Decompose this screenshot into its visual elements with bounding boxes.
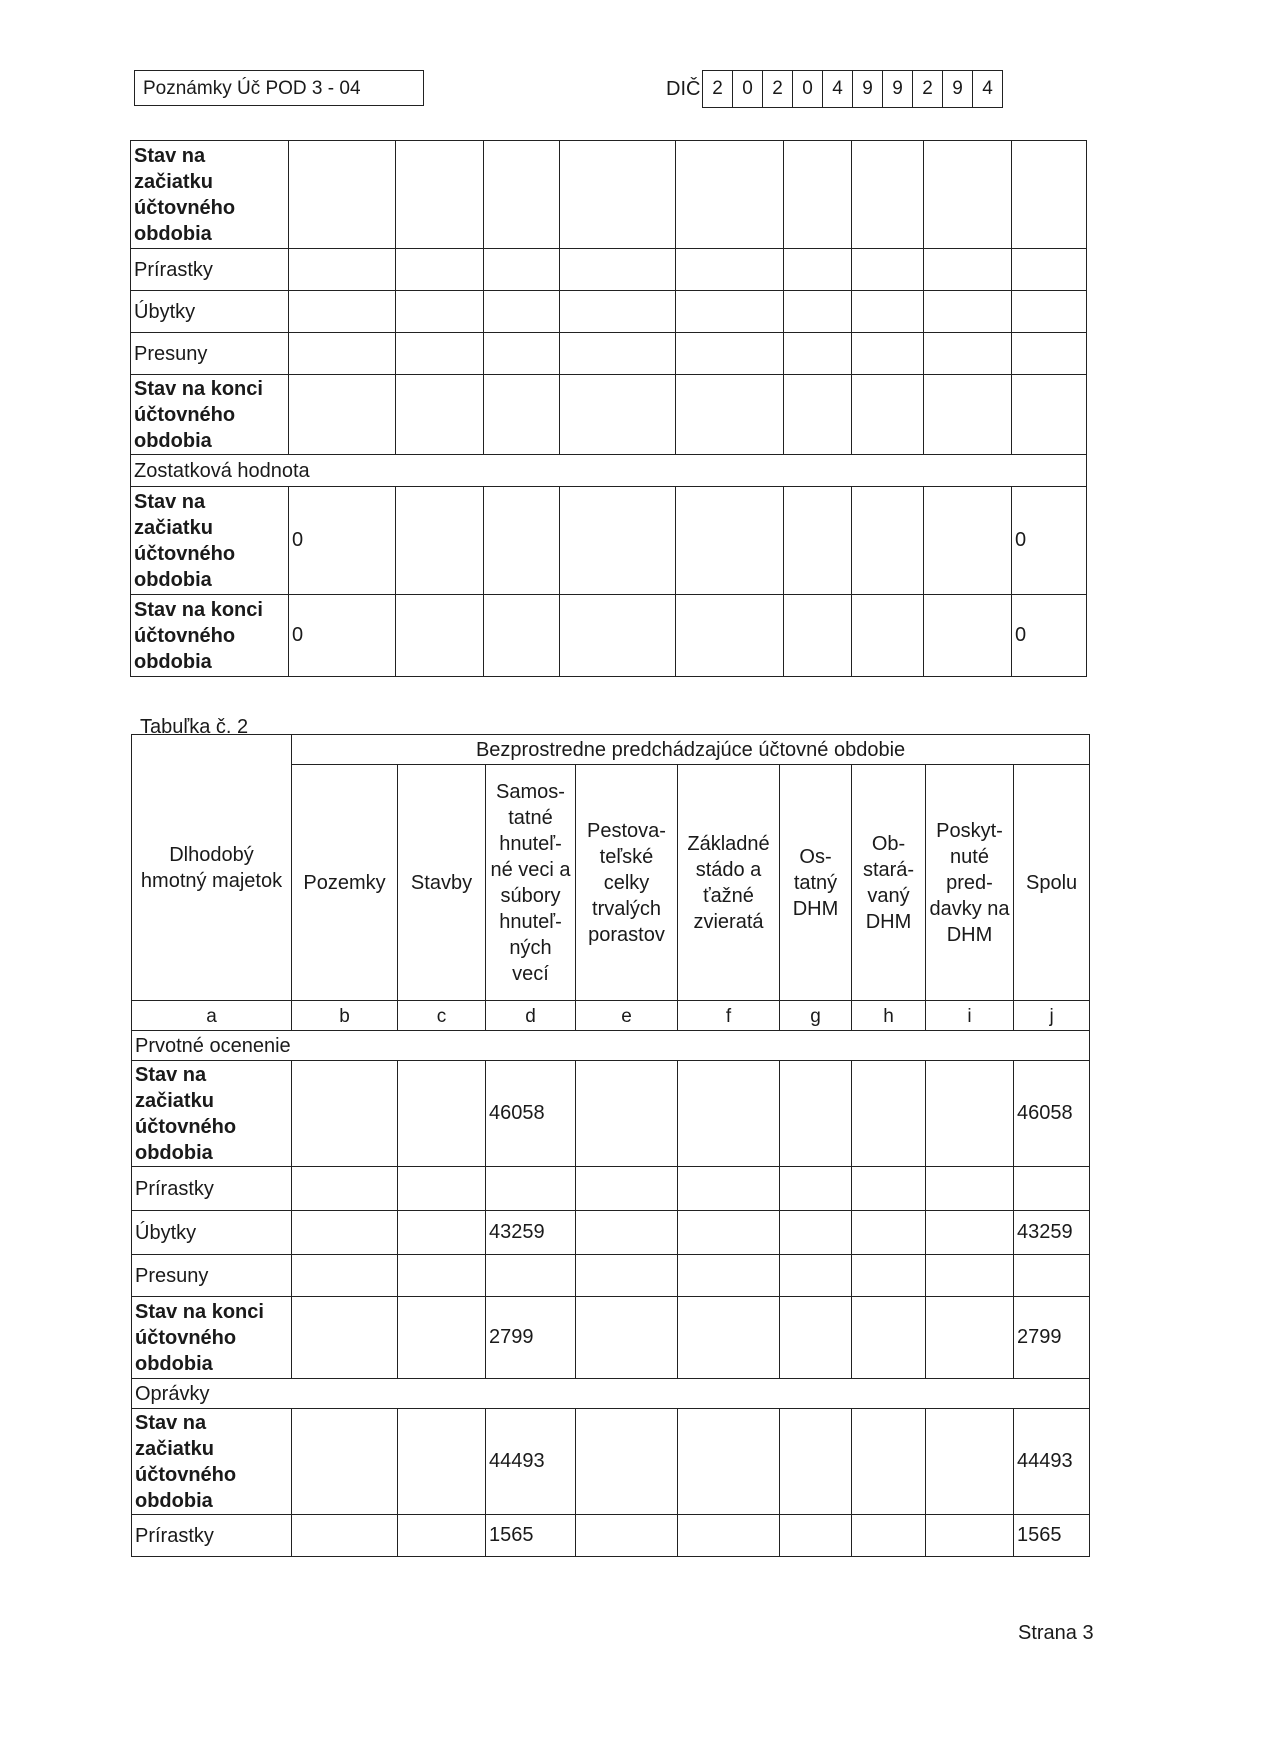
table-cell (678, 1255, 780, 1297)
table-cell: 1565 (1014, 1515, 1090, 1557)
table-cell (560, 375, 676, 455)
table-cell (784, 487, 852, 595)
table-cell (924, 333, 1012, 375)
table-row (132, 1255, 1090, 1297)
table-cell (484, 291, 560, 333)
table-row (131, 487, 1087, 595)
table-cell (484, 487, 560, 595)
table-cell (924, 595, 1012, 677)
table-2 (131, 734, 1090, 1557)
table-cell (292, 1167, 398, 1211)
row-label: Presuny (132, 1255, 292, 1297)
table-1 (130, 140, 1087, 677)
dic-digit: 2 (913, 71, 943, 107)
column-header (926, 765, 1014, 1001)
table-cell (852, 1409, 926, 1515)
table-cell (678, 1061, 780, 1167)
column-header-label: Stavby (410, 871, 473, 894)
section-row (132, 1379, 1090, 1409)
table-cell (926, 1409, 1014, 1515)
table-cell (576, 1255, 678, 1297)
table-cell (1012, 291, 1087, 333)
table-cell (576, 1167, 678, 1211)
table-cell (396, 141, 484, 249)
table-cell (678, 1409, 780, 1515)
column-letter: f (678, 1001, 780, 1031)
table-cell (852, 1515, 926, 1557)
table-cell (784, 375, 852, 455)
section-label: Oprávky (132, 1379, 1090, 1409)
column-header (1014, 765, 1090, 1001)
form-title: Poznámky Úč POD 3 - 04 (134, 70, 424, 106)
table-row (132, 1211, 1090, 1255)
column-header-label: Pozemky (303, 871, 386, 894)
dic-digit: 4 (823, 71, 853, 107)
table-cell (676, 333, 784, 375)
table-cell: 44493 (486, 1409, 576, 1515)
table-cell (289, 141, 396, 249)
table-cell (852, 333, 924, 375)
table-cell (780, 1515, 852, 1557)
table-cell (486, 1167, 576, 1211)
table-cell (396, 487, 484, 595)
table-cell: 0 (289, 595, 396, 677)
row-label: Stav na konci účtovného obdobia (132, 1297, 292, 1379)
table-cell (784, 291, 852, 333)
table-cell (484, 333, 560, 375)
table-cell (292, 1409, 398, 1515)
table-cell (289, 249, 396, 291)
table-row (132, 1409, 1090, 1515)
table-cell (484, 141, 560, 249)
table-cell (560, 333, 676, 375)
dic-number (702, 70, 1003, 108)
section-label: Zostatková hodnota (131, 455, 1087, 487)
column-letter: i (926, 1001, 1014, 1031)
table-cell (926, 1255, 1014, 1297)
row-label: Presuny (131, 333, 289, 375)
row-label: Prírastky (131, 249, 289, 291)
table-cell (292, 1061, 398, 1167)
table-cell (1014, 1167, 1090, 1211)
table-cell (924, 375, 1012, 455)
table-cell: 0 (289, 487, 396, 595)
table-cell (926, 1515, 1014, 1557)
table-2-body (132, 735, 1090, 1557)
table-cell (676, 291, 784, 333)
table-cell (784, 249, 852, 291)
table-cell (398, 1297, 486, 1379)
dic-digit: 0 (733, 71, 763, 107)
column-header (292, 765, 398, 1001)
table-cell (780, 1167, 852, 1211)
table-cell (924, 249, 1012, 291)
row-label: Úbytky (131, 291, 289, 333)
table-cell (560, 249, 676, 291)
table-cell (1014, 1255, 1090, 1297)
table-cell (396, 291, 484, 333)
group-header: Bezprostredne predchádzajúce účtovné obdobie (292, 735, 1090, 765)
table-cell (678, 1297, 780, 1379)
row-label: Stav na začiatku účtovného obdobia (132, 1061, 292, 1167)
section-row (131, 455, 1087, 487)
dic-digit: 0 (793, 71, 823, 107)
column-header (132, 735, 292, 1001)
table-cell (560, 141, 676, 249)
table-cell (289, 291, 396, 333)
column-letter: j (1014, 1001, 1090, 1031)
row-label: Stav na začiatku účtovného obdobia (131, 487, 289, 595)
table-cell (396, 249, 484, 291)
table-cell (676, 249, 784, 291)
letter-row (132, 1001, 1090, 1031)
table-cell: 46058 (1014, 1061, 1090, 1167)
table-cell (560, 291, 676, 333)
column-letter: b (292, 1001, 398, 1031)
table-cell (676, 595, 784, 677)
table-cell (576, 1515, 678, 1557)
table-cell (484, 375, 560, 455)
table-cell (852, 595, 924, 677)
dic-label: DIČ (666, 78, 701, 100)
column-header-label: Ob- stará- vaný DHM (862, 832, 915, 933)
table-cell (852, 375, 924, 455)
column-header (678, 765, 780, 1001)
table-cell (852, 141, 924, 249)
table-cell (676, 487, 784, 595)
table-cell (289, 375, 396, 455)
row-label: Stav na konci účtovného obdobia (131, 375, 289, 455)
column-header (576, 765, 678, 1001)
table-cell (780, 1211, 852, 1255)
table-cell (1012, 249, 1087, 291)
dic-digit: 9 (853, 71, 883, 107)
table-row (132, 1297, 1090, 1379)
dic-digit: 9 (883, 71, 913, 107)
table-cell (398, 1515, 486, 1557)
table-cell (676, 141, 784, 249)
row-label: Úbytky (132, 1211, 292, 1255)
table-cell (676, 375, 784, 455)
table-cell (396, 333, 484, 375)
column-letter: d (486, 1001, 576, 1031)
table-cell (924, 141, 1012, 249)
table-cell: 2799 (486, 1297, 576, 1379)
table-cell (780, 1409, 852, 1515)
table-cell (780, 1297, 852, 1379)
table-cell (852, 1167, 926, 1211)
table-cell (926, 1061, 1014, 1167)
table-cell (289, 333, 396, 375)
table-cell (576, 1211, 678, 1255)
table-cell (852, 487, 924, 595)
table-cell (560, 487, 676, 595)
group-header-row (132, 735, 1090, 765)
table-cell (576, 1061, 678, 1167)
table-row (131, 595, 1087, 677)
column-letter: h (852, 1001, 926, 1031)
column-header-label: Dlhodobý hmotný majetok (140, 843, 283, 892)
table-cell (398, 1255, 486, 1297)
table-cell (484, 249, 560, 291)
table-cell: 46058 (486, 1061, 576, 1167)
column-header (780, 765, 852, 1001)
column-header-label: Spolu (1025, 871, 1078, 894)
table-cell (486, 1255, 576, 1297)
row-label: Stav na začiatku účtovného obdobia (132, 1409, 292, 1515)
column-header (486, 765, 576, 1001)
table-cell (398, 1409, 486, 1515)
dic-digit: 4 (982, 78, 993, 99)
table-cell (292, 1297, 398, 1379)
table-cell (852, 1211, 926, 1255)
table-cell (398, 1167, 486, 1211)
table-cell (924, 487, 1012, 595)
column-header-label: Samos- tatné hnuteľ- né veci a súbory hnuteľ- ných vecí (490, 780, 571, 985)
table-cell (780, 1255, 852, 1297)
table-cell (852, 1061, 926, 1167)
table-cell (560, 595, 676, 677)
table-row (131, 333, 1087, 375)
row-label: Stav na konci účtovného obdobia (131, 595, 289, 677)
section-label: Prvotné ocenenie (132, 1031, 1090, 1061)
section-row (132, 1031, 1090, 1061)
table-cell (292, 1255, 398, 1297)
table-2-caption: Tabuľka č. 2 (140, 716, 249, 738)
column-header-label: Os- tatný DHM (792, 845, 839, 920)
column-letter: g (780, 1001, 852, 1031)
dic-digit: 2 (763, 71, 793, 107)
table-cell: 0 (1012, 595, 1087, 677)
table-cell (852, 1297, 926, 1379)
column-header-label: Poskyt- nuté pred- davky na DHM (929, 819, 1010, 946)
table-cell (852, 1255, 926, 1297)
row-label: Prírastky (132, 1167, 292, 1211)
table-cell (784, 333, 852, 375)
table-cell (926, 1211, 1014, 1255)
table-cell (926, 1167, 1014, 1211)
column-header (852, 765, 926, 1001)
table-cell (484, 595, 560, 677)
table-cell (780, 1061, 852, 1167)
table-cell (784, 595, 852, 677)
row-label: Prírastky (132, 1515, 292, 1557)
table-cell (398, 1211, 486, 1255)
table-cell (1012, 333, 1087, 375)
dic-digit: 2 (703, 71, 733, 107)
table-cell (678, 1515, 780, 1557)
table-cell (784, 141, 852, 249)
column-letter: e (576, 1001, 678, 1031)
table-row (132, 1515, 1090, 1557)
column-header-label: Základné stádo a ťažné zvieratá (687, 832, 770, 933)
row-label: Stav na začiatku účtovného obdobia (131, 141, 289, 249)
column-letter: a (132, 1001, 292, 1031)
table-row (131, 141, 1087, 249)
table-row (132, 1061, 1090, 1167)
table-cell (576, 1409, 678, 1515)
table-row (131, 249, 1087, 291)
table-cell (1012, 141, 1087, 249)
table-cell (396, 595, 484, 677)
table-cell (398, 1061, 486, 1167)
table-cell: 44493 (1014, 1409, 1090, 1515)
table-cell (292, 1211, 398, 1255)
table-cell (678, 1167, 780, 1211)
table-cell (292, 1515, 398, 1557)
table-row (131, 291, 1087, 333)
table-cell: 0 (1012, 487, 1087, 595)
page-number: Strana 3 (1018, 1622, 1094, 1644)
table-cell (576, 1297, 678, 1379)
table-cell: 1565 (486, 1515, 576, 1557)
table-cell: 43259 (1014, 1211, 1090, 1255)
table-cell: 43259 (486, 1211, 576, 1255)
column-header-label: Pestova- teľské celky trvalých porastov (587, 819, 666, 946)
table-cell (852, 291, 924, 333)
table-cell (1012, 375, 1087, 455)
table-cell (852, 249, 924, 291)
column-letter: c (398, 1001, 486, 1031)
table-row (131, 375, 1087, 455)
table-cell (396, 375, 484, 455)
table-cell (926, 1297, 1014, 1379)
table-row (132, 1167, 1090, 1211)
table-cell: 2799 (1014, 1297, 1090, 1379)
dic-digit: 9 (943, 71, 973, 107)
column-header (398, 765, 486, 1001)
table-cell (678, 1211, 780, 1255)
table-1-body (131, 141, 1087, 677)
table-cell (924, 291, 1012, 333)
